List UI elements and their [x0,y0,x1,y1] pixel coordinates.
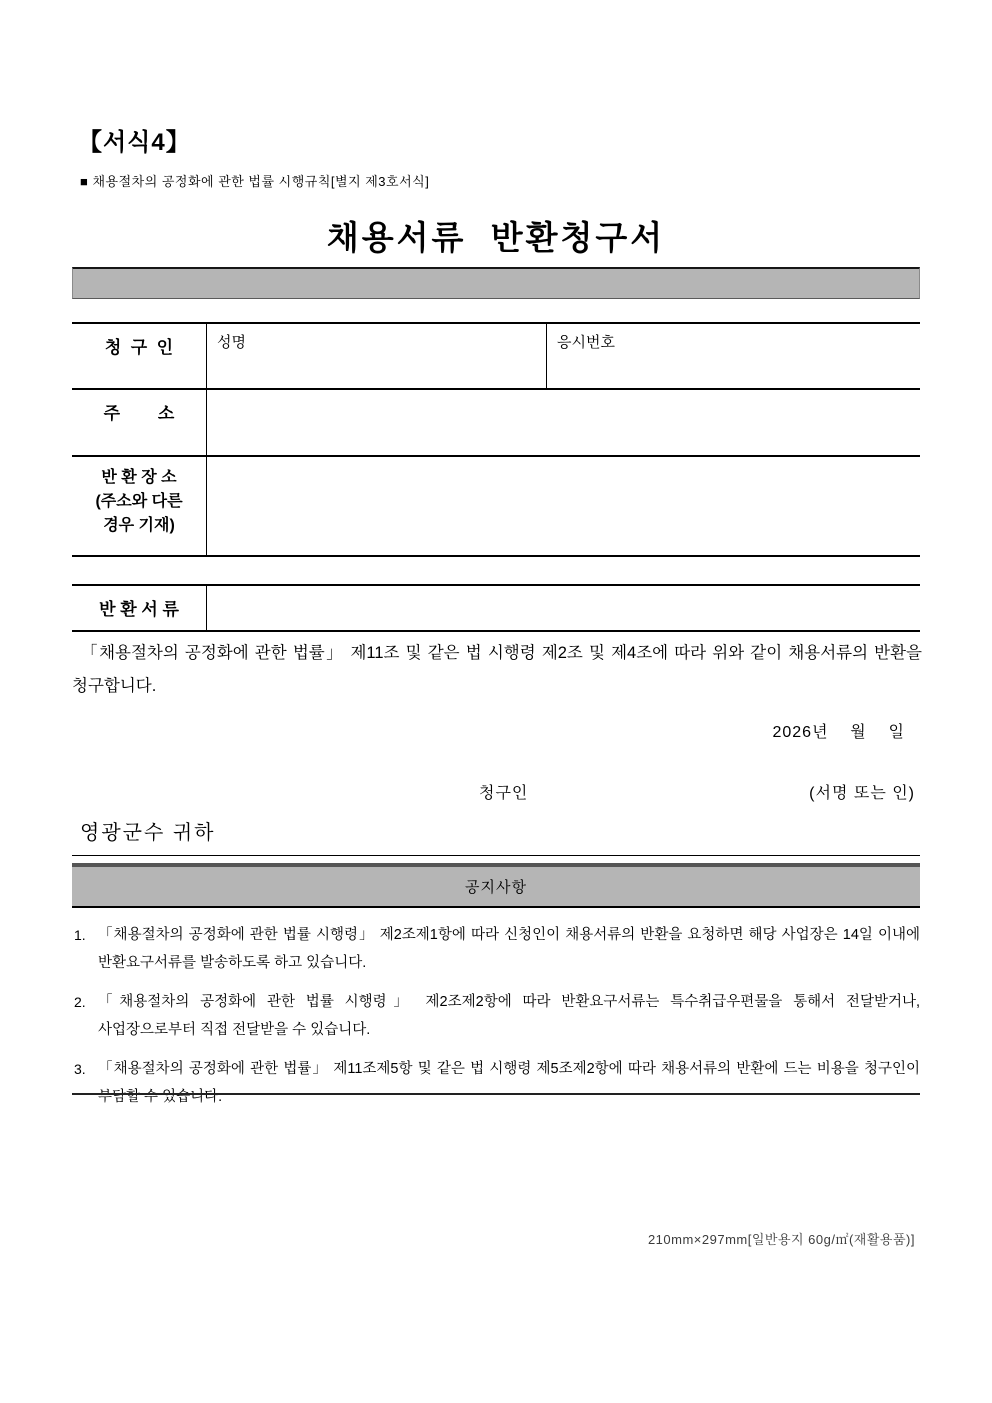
addressee: 영광군수 귀하 [80,822,216,844]
table-row-claimant [72,324,920,390]
notice-header-label: 공지사항 [465,879,527,896]
address-value-cell [207,390,920,455]
return-docs-label: 반 환 서 류 [72,586,207,630]
notice-item-text: 「채용절차의 공정화에 관한 법률 시행령」 제2조제1항에 따라 신청인이 채용서류의 반환을 요청하면 해당 사업장은 14일 이내에 반환요구서류를 발송하도록 하고 있습니다. [98,927,920,971]
blank-header-band [72,267,920,299]
notice-list [72,921,920,1122]
regulation-reference: ■ 채용절차의 공정화에 관한 법률 시행규칙[별지 제3호서식] [80,174,430,189]
address-label: 주 소 [72,390,207,455]
return-place-value-cell [207,457,920,555]
request-statement: 「채용절차의 공정화에 관한 법률」 제11조 및 같은 법 시행령 제2조 및 제4조에 따라 위와 같이 채용서류의 반환을 청구합니다. [72,644,922,695]
applicant-no-cell [547,324,920,388]
claimant-signature-label: 청구인 [479,785,529,802]
return-place-label-line2: (주소와 다른 [95,493,183,510]
notice-item-number: 3. [74,1061,86,1077]
signature-or-seal-note: (서명 또는 인) [809,785,915,802]
form-number-tag: 【서식4】 [78,129,191,156]
return-place-label-line1: 반 환 장 소 [101,469,177,486]
notice-item [72,1055,920,1111]
notice-header-band [72,863,920,908]
return-docs-table [72,584,920,632]
notice-item-text: 「채용절차의 공정화에 관한 법률」 제11조제5항 및 같은 법 시행령 제5조제2항에 따라 채용서류의 반환에 드는 비용을 청구인이 부담할 수 있습니다. [98,1061,920,1105]
notice-item-number: 1. [74,927,86,943]
applicant-no-label: 응시번호 [557,334,615,351]
notice-bottom-line [72,1093,920,1095]
document-title: 채용서류 반환청구서 [326,219,666,256]
name-cell [207,324,547,388]
table-row-return-docs [72,586,920,632]
notice-item [72,988,920,1044]
return-docs-value-cell [207,586,920,630]
return-place-label [72,457,207,555]
notice-item-text: 「채용절차의 공정화에 관한 법률 시행령」 제2조제2항에 따라 반환요구서류는 특수취급우편물을 통해서 전달받거나, 사업장으로부터 직접 전달받을 수 있습니다. [98,994,920,1038]
table-row-return-place [72,457,920,557]
date-line: 2026년 월 일 [772,724,905,741]
table-row-address [72,390,920,457]
notice-item-number: 2. [74,994,86,1010]
claimant-label: 청 구 인 [72,324,207,388]
paper-spec-footnote: 210mm×297mm[일반용지 60g/㎡(재활용품)] [647,1232,915,1247]
applicant-info-table [72,322,920,557]
return-place-label-line3: 경우 기재) [103,517,175,534]
name-label: 성명 [217,334,246,351]
notice-item [72,921,920,977]
divider-line [72,855,920,856]
